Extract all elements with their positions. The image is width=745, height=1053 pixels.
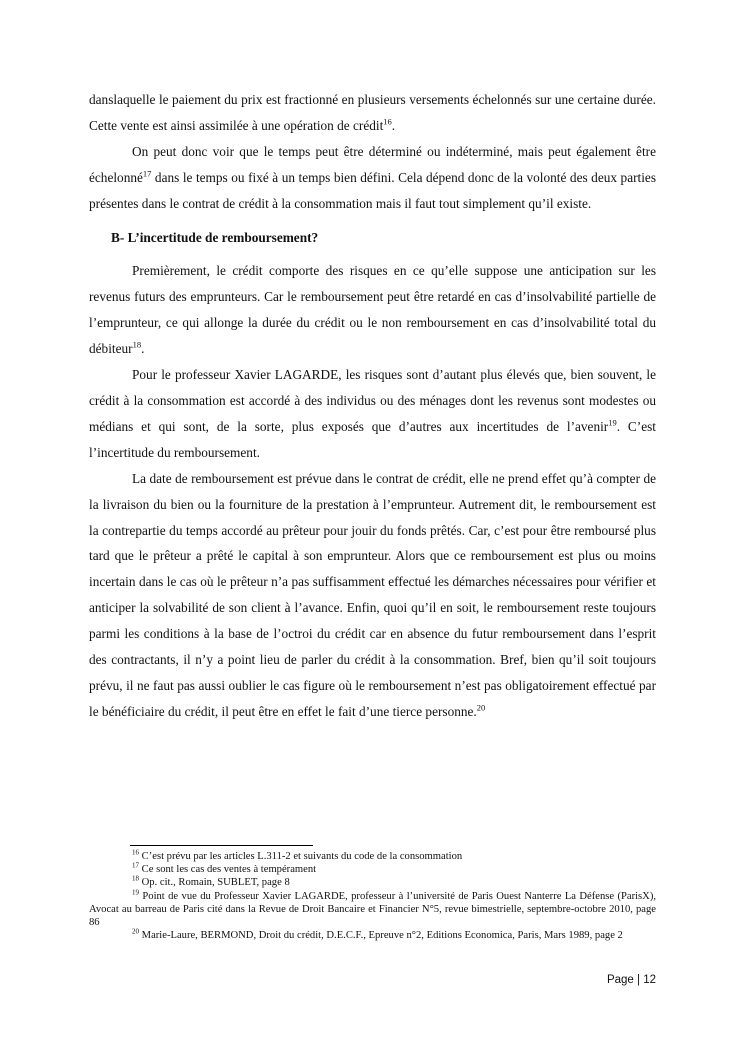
footnote: $^{20}$ Marie-Laure, BERMOND, Droit du crédit, D.E.C.F., Epreuve n°2, Editions Economica, Paris, Mars 1989, page 2 [132, 927, 623, 942]
footnotes [89, 850, 656, 942]
paragraph-time: On peut donc voir que le temps peut être déterminé ou indéterminé, mais peut également être échelonné$^{17}$ dans le temps ou fixé à un temps bien défini. Cela dépend donc de la volonté des deux parties présentes dans le contrat de crédit à la consommation mais il faut tout simplement qu’il existe. [89, 143, 656, 211]
section-heading: B- L’incertitude de remboursement? [111, 229, 319, 245]
footnote-ref: 17 [142, 168, 152, 179]
footnote-ref: 19 [608, 417, 617, 428]
paragraph-repayment-date: La date de remboursement est prévue dans le contrat de crédit, elle ne prend effet qu’à compter de la livraison du bien ou la fourniture de la prestation à l’emprunteur. Autrement dit, le remboursement est la contrepartie du temps accordé au prêteur pour jouir du fonds prêtés. Car, c’est pour être remboursé plus tard que le prêteur a prêté le capital à son emprunteur. Alors que ce remboursement est plus ou moins incertain dans le cas où le prêteur n’a pas suffisamment effectué les démarches nécessaires pour vérifier et anticiper la solvabilité de son client à l’avance. Enfin, quoi qu’il en soit, le remboursement reste toujours parmi les conditions à la base de l’octroi du crédit car en absence du futur remboursement dans l’esprit des contractants, il n’y a point lieu de parler du crédit à la consommation. Bref, bien qu’il soit toujours prévu, il ne faut pas aussi oublier le cas figure où le remboursement n’est pas obligatoirement effectué par le bénéficiaire du crédit, il peut être en effet le fait d’une tierce personne.$^{20}$ [89, 470, 656, 719]
paragraph-risks: Premièrement, le crédit comporte des risques en ce qu’elle suppose une anticipation sur les revenus futurs des emprunteurs. Car le remboursement peut être retardé en cas d’insolvabilité partielle de l’emprunteur, ce qui allonge la durée du crédit ou le non remboursement en cas d’insolvabilité total du débiteur$^{18}$. [89, 263, 656, 357]
page-number: Page | 12 [606, 974, 656, 986]
footnote-ref: 20 [476, 702, 486, 713]
footnote: $^{18}$ Op. cit., Romain, SUBLET, page 8 [132, 874, 290, 889]
footnote-ref: 18 [132, 339, 142, 350]
footnote-separator [130, 845, 313, 846]
footnote: $^{19}$ Point de vue du Professeur Xavier LAGARDE, professeur à l’université de Paris Ouest Nanterre La Défense (ParisX), Avocat au barreau de Paris cité dans la Revue de Droit Bancaire et Financier N°5, revue bimestrielle, septembre-octobre 2010, page 86 [89, 888, 656, 929]
footnote: $^{16}$ C’est prévu par les articles L.311-2 et suivants du code de la consommation [132, 848, 463, 862]
footnote-ref: 16 [383, 116, 392, 127]
body-text [89, 87, 656, 725]
paragraph-lagarde: Pour le professeur Xavier LAGARDE, les risques sont d’autant plus élevés que, bien souvent, le crédit à la consommation est accordé à des individus ou des ménages dont les revenus sont modestes ou médians et qui sont, de la sorte, plus exposés que d’autres aux incertitudes de l’avenir$^{19}$. C’est l’incertitude du remboursement. [89, 367, 656, 460]
paragraph-continuation: danslaquelle le paiement du prix est fractionné en plusieurs versements échelonnés sur une certaine durée. Cette vente est ainsi assimilée à une opération de crédit$^{16}$. [89, 92, 656, 133]
footnote: $^{17}$ Ce sont les cas des ventes à tempérament [132, 861, 317, 876]
